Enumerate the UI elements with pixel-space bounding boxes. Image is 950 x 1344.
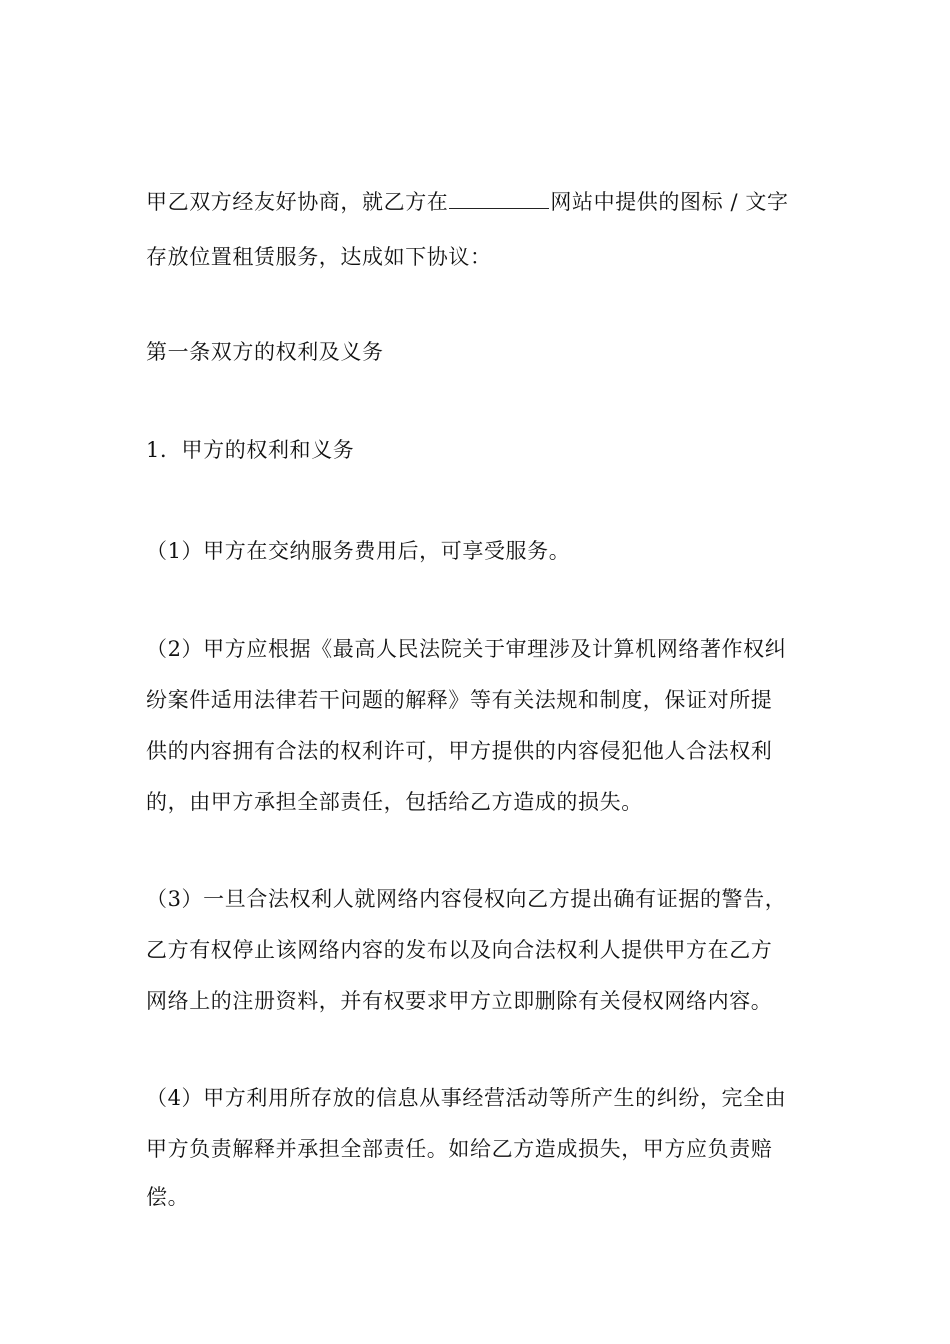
intro-text-end: 网站中提供的图标 / 文字 (550, 190, 789, 214)
clause-3-line-1: （3）一旦合法权利人就网络内容侵权向乙方提出确有证据的警告， (146, 887, 787, 911)
clause-4-line-3: 偿。 (146, 1185, 190, 1209)
clause-4-line-1: （4）甲方利用所存放的信息从事经营活动等所产生的纠纷，完全由 (146, 1086, 787, 1110)
clause-2-line-3: 供的内容拥有合法的权利许可，甲方提供的内容侵犯他人合法权利 (146, 739, 773, 763)
clause-2-line-1: （2）甲方应根据《最高人民法院关于审理涉及计算机网络著作权纠 (146, 637, 787, 661)
clause-4-line-2: 甲方负责解释并承担全部责任。如给乙方造成损失，甲方应负责赔 (146, 1137, 773, 1161)
clause-3-line-3: 网络上的注册资料，并有权要求甲方立即删除有关侵权网络内容。 (146, 989, 773, 1013)
clause-2-line-2: 纷案件适用法律若干问题的解释》等有关法规和制度，保证对所提 (146, 688, 773, 712)
clause-2-line-4: 的，由甲方承担全部责任，包括给乙方造成的损失。 (146, 790, 643, 814)
clause-1-line-1: （1）甲方在交纳服务费用后，可享受服务。 (146, 539, 571, 563)
intro-line-1 (146, 187, 826, 217)
section-heading: 1．甲方的权利和义务 (146, 438, 355, 462)
article-heading: 第一条双方的权利及义务 (146, 340, 384, 364)
website-name-blank (449, 207, 549, 209)
intro-line-2: 存放位置租赁服务，达成如下协议： (146, 245, 492, 269)
intro-text-start: 甲乙双方经友好协商，就乙方在 (146, 190, 449, 214)
clause-3-line-2: 乙方有权停止该网络内容的发布以及向合法权利人提供甲方在乙方 (146, 938, 773, 962)
